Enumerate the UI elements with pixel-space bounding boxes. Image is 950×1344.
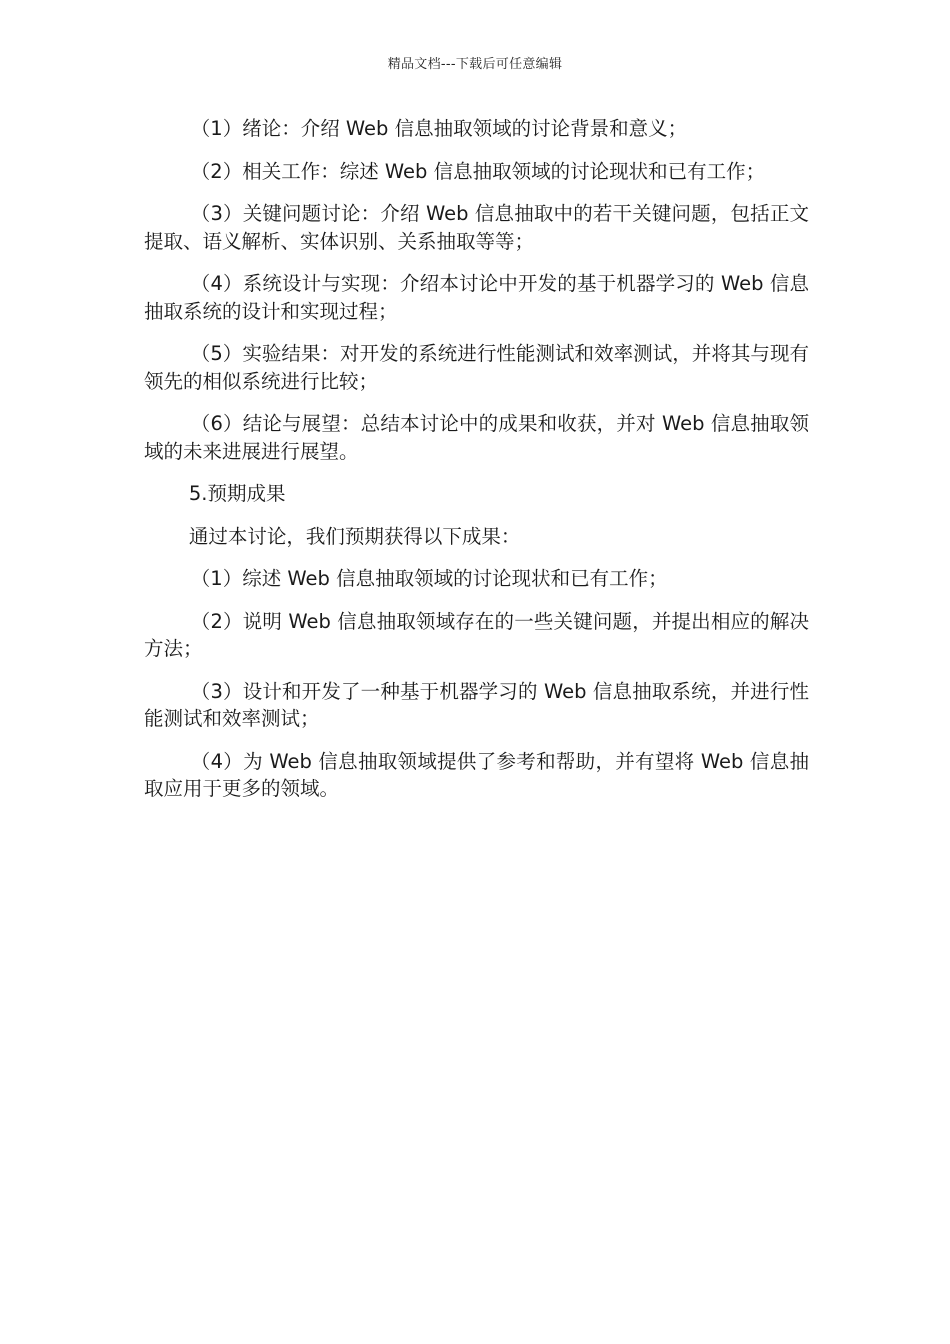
section-heading-expected-results: 5.预期成果 bbox=[188, 482, 286, 505]
page-header: 精品文档---下载后可任意编辑 bbox=[387, 57, 563, 72]
outline-item-4: （4）系统设计与实现：介绍本讨论中开发的基于机器学习的 Web 信息抽取系统的设计和实现过程； bbox=[144, 272, 809, 323]
outline-item-3: （3）关键问题讨论：介绍 Web 信息抽取中的若干关键问题，包括正文提取、语义解析、实体识别、关系抽取等等； bbox=[144, 202, 809, 253]
result-item-1: （1）综述 Web 信息抽取领域的讨论现状和已有工作； bbox=[190, 567, 668, 590]
result-item-3: （3）设计和开发了一种基于机器学习的 Web 信息抽取系统，并进行性能测试和效率测试； bbox=[144, 679, 809, 730]
intro-paragraph: 通过本讨论，我们预期获得以下成果： bbox=[188, 524, 521, 548]
outline-item-5: （5）实验结果：对开发的系统进行性能测试和效率测试，并将其与现有领先的相似系统进行比较； bbox=[144, 342, 809, 393]
outline-item-2: （2）相关工作：综述 Web 信息抽取领域的讨论现状和已有工作； bbox=[190, 159, 766, 183]
outline-item-6: （6）结论与展望：总结本讨论中的成果和收获，并对 Web 信息抽取领域的未来进展进行展望。 bbox=[144, 412, 809, 463]
result-item-2: （2）说明 Web 信息抽取领域存在的一些关键问题，并提出相应的解决方法； bbox=[144, 609, 809, 660]
result-item-4: （4）为 Web 信息抽取领域提供了参考和帮助，并有望将 Web 信息抽取应用于更多的领域。 bbox=[144, 749, 809, 800]
document-body bbox=[144, 115, 809, 818]
outline-item-1: （1）绪论：介绍 Web 信息抽取领域的讨论背景和意义； bbox=[190, 117, 688, 140]
